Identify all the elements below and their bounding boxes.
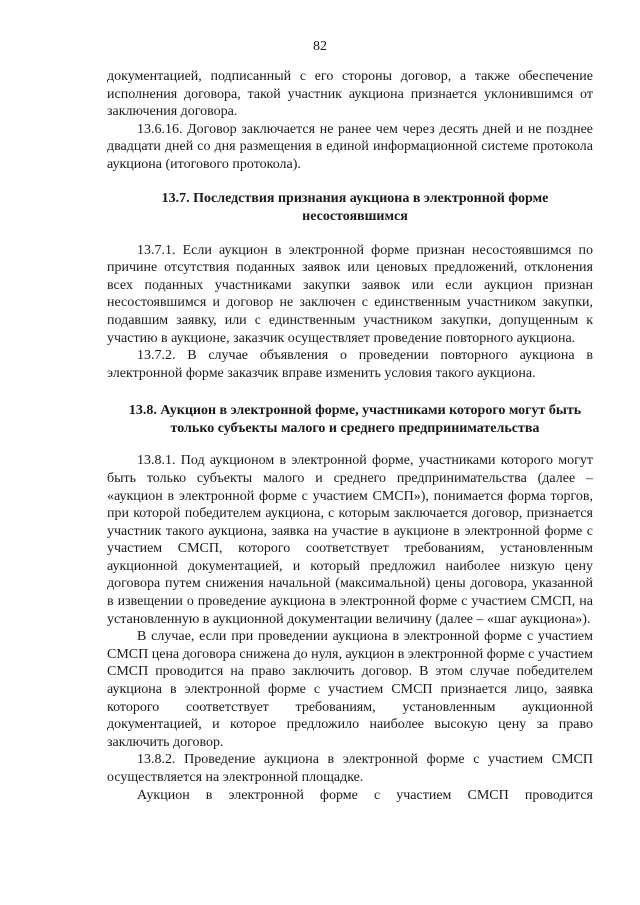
paragraph-13-8-2: 13.8.2. Проведение аукциона в электронной форме с участием СМСП осуществляется на электронной площадке. <box>107 752 593 785</box>
section-heading-13-8: 13.8. Аукцион в электронной форме, участниками которого могут быть только субъекты малого и среднего предпринимательства <box>128 403 582 437</box>
paragraph-smsp-conducted: Аукцион в электронной форме с участием СМСП проводится <box>137 787 593 803</box>
page-content <box>107 68 593 804</box>
paragraph-13-7-2: 13.7.2. В случае объявления о проведении повторного аукциона в электронной форме заказчик вправе изменить условия такого аукциона. <box>107 348 593 381</box>
page-number: 82 <box>313 39 327 54</box>
section-heading-13-7: 13.7. Последствия признания аукциона в электронной форме несостоявшимся <box>161 190 549 224</box>
paragraph-13-6-16: 13.6.16. Договор заключается не ранее чем через десять дней и не позднее двадцати дней со дня размещения в единой информационной системе протокола аукциона (итогового протокола). <box>107 121 593 172</box>
paragraph-13-7-1: 13.7.1. Если аукцион в электронной форме признан несостоявшимся по причине отсутствия поданных заявок или ценовых предложений, отклонения всех поданных участниками закупки заявок или если аукцион признан несостоявшимся и договор не заключен с единственным участником закупки, подавшим заявку, или с единственным участником закупки, допущенным к участию в аукционе, заказчик осуществляет проведение повторного аукциона. <box>107 242 593 346</box>
paragraph-smsp-zero-price: В случае, если при проведении аукциона в электронной форме с участием СМСП цена договора снижена до нуля, аукцион в электронной форме с участием СМСП проводится на право заключить договор. В этом случае победителем аукциона в электронной форме с участием СМСП признается лицо, заявка которого соответствует требованиям, установленным аукционной документацией, и которое предложило наиболее высокую цену за право заключить договор. <box>107 629 593 750</box>
paragraph: документацией, подписанный с его стороны договор, а также обеспечение исполнения договора, такой участник аукциона признается уклонившимся от заключения договора. <box>107 69 593 120</box>
paragraph-13-8-1: 13.8.1. Под аукционом в электронной форме, участниками которого могут быть только субъекты малого и среднего предпринимательства (далее – «аукцион в электронной форме с участием СМСП»), понимается форма торгов, при которой победителем аукциона, с которым заключается договор, признается участник такого аукциона, заявка на участие в аукционе в электронной форме с участием СМСП, которого соответствует требованиям, установленным аукционной документацией, и который предложил наиболее низкую цену договора путем снижения начальной (максимальной) цены договора, указанной в извещении о проведение аукциона в электронной форме с участием СМСП, на установленную в аукционной документации величину (далее – «шаг аукциона»). <box>107 453 593 627</box>
